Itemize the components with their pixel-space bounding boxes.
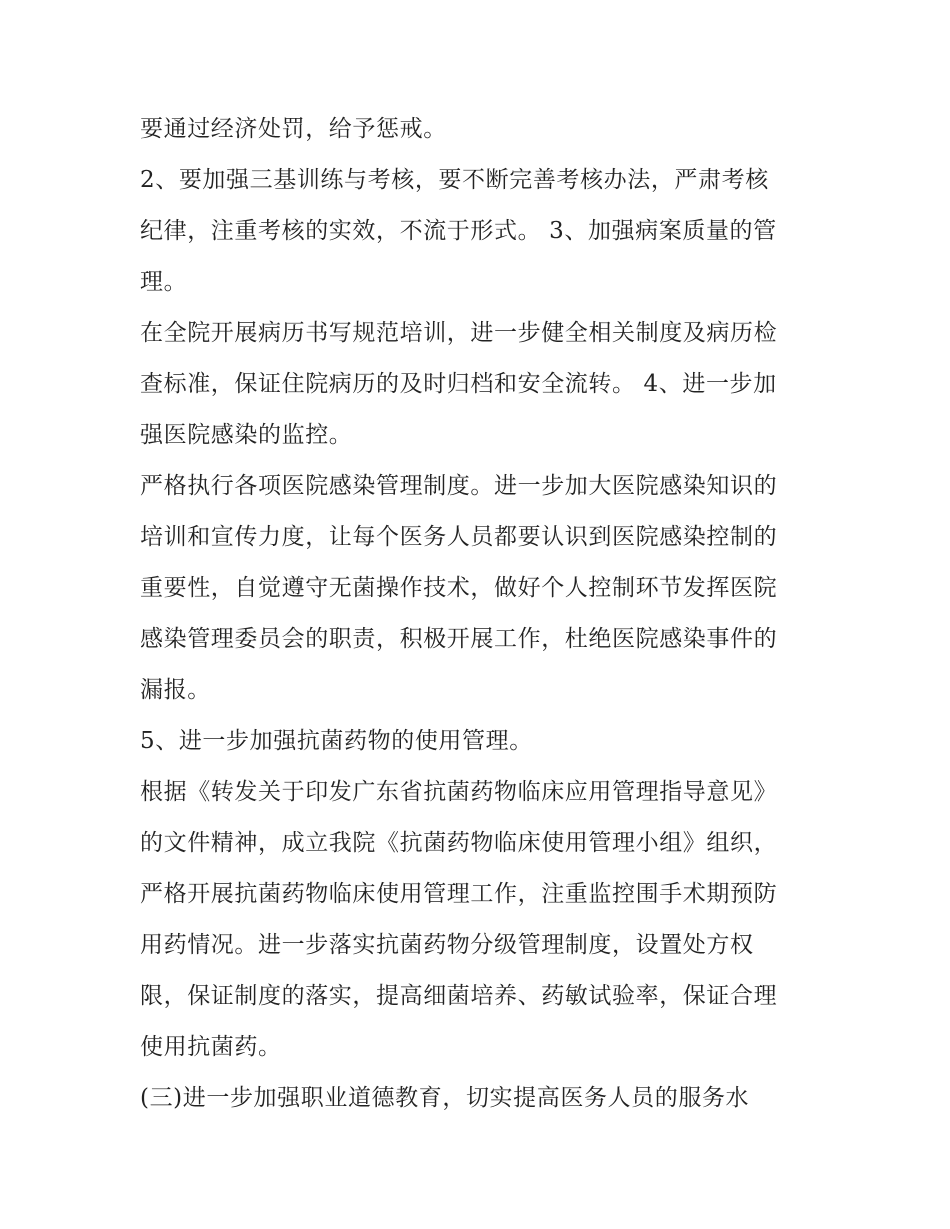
text-line: 严格开展抗菌药物临床使用管理工作，注重监控围手术期预防 [140, 881, 778, 907]
text-line: 在全院开展病历书写规范培训，进一步健全相关制度及病历检 [140, 320, 778, 346]
text-line: 查标准，保证住院病历的及时归档和安全流转。 4、进一步加 [140, 371, 777, 397]
text-line: 感染管理委员会的职责，积极开展工作，杜绝医院感染事件的 [140, 626, 778, 652]
text-line: 纪律，注重考核的实效，不流于形式。 3、加强病案质量的管 [140, 218, 777, 244]
text-line: 严格执行各项医院感染管理制度。进一步加大医院感染知识的 [140, 473, 778, 499]
text-line: 强医院感染的监控。 [140, 422, 353, 448]
text-line: (三)进一步加强职业道德教育，切实提高医务人员的服务水 [140, 1085, 750, 1111]
text-line: 漏报。 [140, 677, 211, 703]
document-body [140, 104, 820, 1124]
text-line: 培训和宣传力度，让每个医务人员都要认识到医院感染控制的 [140, 524, 778, 550]
text-line: 根据《转发关于印发广东省抗菌药物临床应用管理指导意见》 [140, 779, 778, 805]
text-line: 理。 [140, 269, 188, 295]
text-line: 用药情况。进一步落实抗菌药物分级管理制度，设置处方权 [140, 932, 754, 958]
text-line: 限，保证制度的落实，提高细菌培养、药敏试验率，保证合理 [140, 983, 778, 1009]
text-line: 要通过经济处罚，给予惩戒。 [140, 116, 447, 142]
text-line: 的文件精神，成立我院《抗菌药物临床使用管理小组》组织， [140, 830, 778, 856]
text-line: 重要性，自觉遵守无菌操作技术，做好个人控制环节发挥医院 [140, 575, 778, 601]
text-line: 5、进一步加强抗菌药物的使用管理。 [140, 728, 533, 754]
text-line: 2、要加强三基训练与考核，要不断完善考核办法，严肃考核 [140, 167, 769, 193]
text-line: 使用抗菌药。 [140, 1034, 282, 1060]
